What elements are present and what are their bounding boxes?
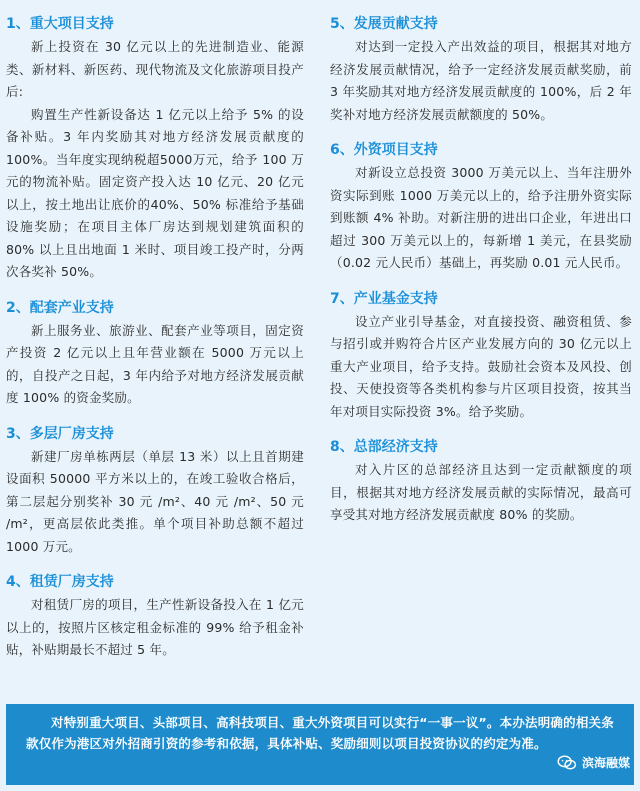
section-paragraph: 对入片区的总部经济且达到一定贡献额度的项目，根据其对地方经济发展贡献的实际情况，最高可享受其对地方经济发展贡献度 80% 的奖励。 [330, 462, 632, 522]
watermark [557, 754, 630, 771]
section-title: 1、重大项目支持 [6, 16, 114, 32]
section-title: 5、发展贡献支持 [330, 16, 438, 32]
watermark-text: 滨海融媒 [581, 756, 630, 770]
section-title: 8、总部经济支持 [330, 439, 438, 455]
section-title: 4、租赁厂房支持 [6, 574, 114, 590]
section-title: 7、产业基金支持 [330, 290, 438, 307]
section-3 [6, 424, 304, 559]
section-4 [6, 572, 304, 662]
section-paragraph: 购置生产性新设备达 1 亿元以上给予 5% 的设备补贴。3 年内奖励其对地方经济发展贡献度的100%。当年度实现纳税超5000万元，给予 100 万元的物流补贴。固定资产投入达 10 亿元、20 亿元以上，按土地出让底价的40%、50% 标准给予基础设施奖励；在项目主体厂房达到规划建筑面积的 80% 以上且出地面 1 米时、项目竣工投产时，分两次各奖补 50%。 [6, 106, 304, 279]
section-paragraph: 新上投资在 30 亿元以上的先进制造业、能源类、新材料、新医药、现代物流及文化旅游项目投产后: [6, 39, 304, 99]
wechat-bubble-icon [557, 755, 577, 771]
section-paragraph: 对达到一定投入产出效益的项目，根据其对地方经济发展贡献情况，给予一定经济发展贡献奖励，前 3 年奖励其对地方经济发展贡献度的 100%，后 2 年奖补对地方经济发展贡献额度的 50%。 [330, 39, 632, 122]
left-column [6, 8, 304, 662]
section-8 [330, 437, 632, 527]
section-5 [330, 14, 632, 126]
section-paragraph: 对新设立总投资 3000 万美元以上、当年注册外资实际到账 1000 万美元以上的，给予注册外资实际到账额 4% 补助。对新注册的进出口企业，年进出口超过 300 万美元以上的，每新增 1 美元，在县奖励（0.02 元人民币）基础上，再奖励 0.01 元人民币。 [330, 165, 632, 270]
section-title: 2、配套产业支持 [6, 299, 114, 316]
section-title: 3、多层厂房支持 [6, 425, 114, 442]
section-paragraph: 新上服务业、旅游业、配套产业等项目，固定资产投资 2 亿元以上且年营业额在 5000 万元以上的，自投产之日起，3 年内给予对地方经济发展贡献度 100% 的资金奖励。 [6, 322, 304, 405]
footer-text: 对特别重大项目、头部项目、高科技项目、重大外资项目可以实行“一事一议”。本办法明确的相关条款仅作为港区对外招商引资的参考和依据，具体补贴、奖励细则以项目投资协议的约定为准。 [26, 715, 614, 751]
section-6 [330, 140, 632, 275]
right-column [330, 8, 632, 527]
section-paragraph: 新建厂房单栋两层（单层 13 米）以上且首期建设面积 50000 平方米以上的，在竣工验收合格后，第二层起分别奖补 30 元 /m²、40 元 /m²、50 元 /m²，更高层依此类推。单个项目补助总额不超过 1000 万元。 [6, 448, 304, 554]
section-2 [6, 298, 304, 410]
section-title: 6、外资项目支持 [330, 142, 438, 158]
section-7 [330, 289, 632, 424]
footer-note [6, 704, 634, 785]
section-1 [6, 14, 304, 284]
section-paragraph: 设立产业引导基金，对直接投资、融资租赁、参与招引或并购符合片区产业发展方向的 30 亿元以上重大产业项目，给予支持。鼓励社会资本及风投、创投、天使投资等各类机构参与片区项目投资，按其当年对项目实际投资 3%。给予奖励。 [330, 313, 632, 419]
section-paragraph: 对租赁厂房的项目，生产性新设备投入在 1 亿元以上的，按照片区核定租金标准的 99% 给予租金补贴，补贴期最长不超过 5 年。 [6, 597, 304, 657]
